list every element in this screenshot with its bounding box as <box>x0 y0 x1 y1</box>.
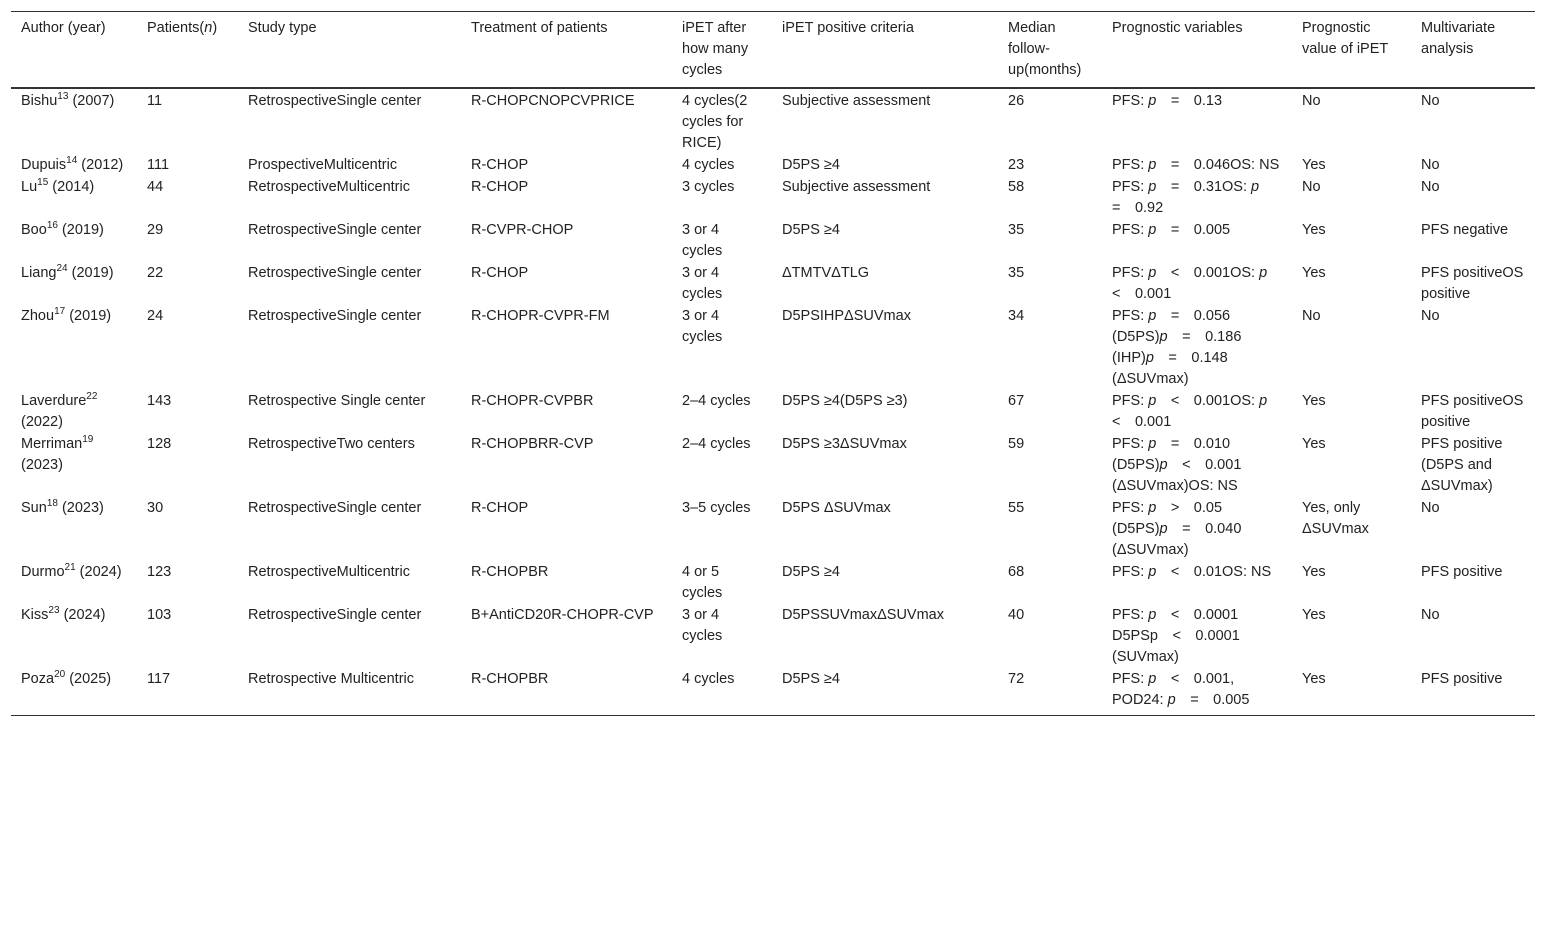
prognostic-variables-cell: PFS: p < 0.01OS: NS <box>1112 564 1272 580</box>
reference-number: 18 <box>46 498 58 510</box>
criteria-cell: D5PS ≥4(D5PS ≥3) <box>782 393 908 409</box>
column-header: Patients(n) <box>147 20 218 36</box>
study-type-cell: RetrospectiveSingle center <box>248 93 422 109</box>
multivariate-cell: No <box>1421 179 1440 195</box>
author-cell: Poza$^{20}$ (2025) <box>21 669 112 687</box>
patients-cell: 111 <box>147 157 170 173</box>
table-row <box>11 305 1535 390</box>
criteria-cell: D5PS ≥3ΔSUVmax <box>782 436 907 452</box>
followup-cell: 35 <box>1008 265 1025 281</box>
table-header-row <box>11 12 1535 89</box>
followup-cell: 72 <box>1008 671 1025 687</box>
multivariate-cell: PFS negative <box>1421 222 1509 238</box>
prognostic-value-cell: Yes <box>1302 157 1326 173</box>
cycles-cell: 4 cycles(2 cycles for RICE) <box>682 93 748 151</box>
patients-cell: 143 <box>147 393 172 409</box>
followup-cell: 68 <box>1008 564 1025 580</box>
criteria-cell: Subjective assessment <box>782 179 931 195</box>
multivariate-cell: No <box>1421 500 1440 516</box>
multivariate-cell: PFS positiveOS positive <box>1421 265 1524 302</box>
study-type-cell: RetrospectiveSingle center <box>248 607 422 623</box>
patients-cell: 11 <box>147 93 163 109</box>
cycles-cell: 3 or 4 cycles <box>682 222 723 259</box>
patients-cell: 123 <box>147 564 172 580</box>
patients-cell: 30 <box>147 500 164 516</box>
followup-cell: 55 <box>1008 500 1025 516</box>
study-type-cell: Retrospective Single center <box>248 393 426 409</box>
study-type-cell: RetrospectiveSingle center <box>248 265 422 281</box>
followup-cell: 67 <box>1008 393 1025 409</box>
followup-cell: 34 <box>1008 308 1025 324</box>
cycles-cell: 4 cycles <box>682 157 735 173</box>
study-type-cell: Retrospective Multicentric <box>248 671 414 687</box>
treatment-cell: R-CHOP <box>471 500 529 516</box>
prognostic-value-cell: No <box>1302 93 1321 109</box>
author-cell: Merriman$^{19}$ (2023) <box>21 434 94 473</box>
author-cell: Kiss$^{23}$ (2024) <box>21 605 106 623</box>
cycles-cell: 2–4 cycles <box>682 436 751 452</box>
followup-cell: 40 <box>1008 607 1025 623</box>
patients-cell: 24 <box>147 308 164 324</box>
prognostic-variables-cell: PFS: p = 0.056 (D5PS)p = 0.186 (IHP)p = 0.148 (ΔSUVmax) <box>1112 308 1246 387</box>
table-row <box>11 390 1535 433</box>
prognostic-variables-cell: PFS: p < 0.0001 D5PSp < 0.0001 (SUVmax) <box>1112 607 1244 665</box>
patients-cell: 44 <box>147 179 164 195</box>
prognostic-variables-cell: PFS: p = 0.005 <box>1112 222 1231 238</box>
prognostic-variables-cell: PFS: p = 0.13 <box>1112 93 1223 109</box>
criteria-cell: D5PSSUVmaxΔSUVmax <box>782 607 944 623</box>
table-row <box>11 219 1535 262</box>
criteria-cell: D5PS ≥4 <box>782 157 840 173</box>
column-header: Treatment of patients <box>471 20 608 36</box>
treatment-cell: R-CHOPCNOPCVPRICE <box>471 93 635 109</box>
column-header: iPET after how many cycles <box>682 20 749 78</box>
reference-number: 23 <box>48 605 60 617</box>
column-header: iPET positive criteria <box>782 20 914 36</box>
followup-cell: 58 <box>1008 179 1025 195</box>
prognostic-value-cell: Yes <box>1302 564 1326 580</box>
ipet-studies-table <box>11 11 1535 716</box>
author-cell: Lu$^{15}$ (2014) <box>21 177 95 195</box>
study-type-cell: RetrospectiveSingle center <box>248 222 422 238</box>
author-cell: Zhou$^{17}$ (2019) <box>21 306 112 324</box>
cycles-cell: 3 or 4 cycles <box>682 308 723 345</box>
multivariate-cell: PFS positive <box>1421 671 1503 687</box>
prognostic-variables-cell: PFS: p = 0.31OS: p = 0.92 <box>1112 179 1274 216</box>
followup-cell: 23 <box>1008 157 1025 173</box>
column-header: Prognostic value of iPET <box>1302 20 1389 57</box>
prognostic-variables-cell: PFS: p < 0.001, POD24: p = 0.005 <box>1112 671 1250 708</box>
criteria-cell: Subjective assessment <box>782 93 931 109</box>
cycles-cell: 3–5 cycles <box>682 500 751 516</box>
patients-cell: 22 <box>147 265 164 281</box>
prognostic-variables-cell: PFS: p = 0.010 (D5PS)p < 0.001 (ΔSUVmax)OS: NS <box>1112 436 1246 494</box>
column-header: Study type <box>248 20 317 36</box>
multivariate-cell: No <box>1421 93 1440 109</box>
treatment-cell: R-CHOPBR <box>471 671 549 687</box>
prognostic-variables-cell: PFS: p < 0.001OS: p < 0.001 <box>1112 393 1282 430</box>
prognostic-variables-cell: PFS: p < 0.001OS: p < 0.001 <box>1112 265 1282 302</box>
multivariate-cell: PFS positiveOS positive <box>1421 393 1524 430</box>
criteria-cell: D5PS ≥4 <box>782 222 840 238</box>
cycles-cell: 3 or 4 cycles <box>682 607 723 644</box>
cycles-cell: 3 cycles <box>682 179 735 195</box>
table-row <box>11 561 1535 604</box>
cycles-cell: 3 or 4 cycles <box>682 265 723 302</box>
prognostic-variables-cell: PFS: p > 0.05 (D5PS)p = 0.040 (ΔSUVmax) <box>1112 500 1246 558</box>
reference-number: 17 <box>54 306 66 318</box>
treatment-cell: B+AntiCD20R-CHOPR-CVP <box>471 607 654 623</box>
prognostic-value-cell: Yes <box>1302 671 1326 687</box>
multivariate-cell: No <box>1421 607 1440 623</box>
cycles-cell: 2–4 cycles <box>682 393 751 409</box>
cycles-cell: 4 or 5 cycles <box>682 564 723 601</box>
prognostic-value-cell: No <box>1302 308 1321 324</box>
study-type-cell: RetrospectiveTwo centers <box>248 436 415 452</box>
criteria-cell: D5PSIHPΔSUVmax <box>782 308 911 324</box>
treatment-cell: R-CHOPBR <box>471 564 549 580</box>
reference-number: 15 <box>37 177 49 189</box>
table-row <box>11 154 1535 176</box>
followup-cell: 35 <box>1008 222 1025 238</box>
column-header: Prognostic variables <box>1112 20 1243 36</box>
treatment-cell: R-CHOPR-CVPR-FM <box>471 308 610 324</box>
patients-cell: 117 <box>147 671 171 687</box>
study-type-cell: RetrospectiveMulticentric <box>248 564 410 580</box>
reference-number: 21 <box>64 562 76 574</box>
criteria-cell: D5PS ΔSUVmax <box>782 500 891 516</box>
table-body <box>11 88 1535 716</box>
cycles-cell: 4 cycles <box>682 671 735 687</box>
study-type-cell: RetrospectiveMulticentric <box>248 179 410 195</box>
table-row <box>11 604 1535 668</box>
treatment-cell: R-CHOPBRR-CVP <box>471 436 594 452</box>
study-type-cell: RetrospectiveSingle center <box>248 500 422 516</box>
prognostic-value-cell: Yes <box>1302 607 1326 623</box>
author-cell: Sun$^{18}$ (2023) <box>21 498 104 516</box>
criteria-cell: ΔTMTVΔTLG <box>782 265 870 281</box>
author-cell: Liang$^{24}$ (2019) <box>21 263 114 281</box>
multivariate-cell: PFS positive (D5PS and ΔSUVmax) <box>1421 436 1503 494</box>
prognostic-variables-cell: PFS: p = 0.046OS: NS <box>1112 157 1280 173</box>
patients-cell: 29 <box>147 222 164 238</box>
reference-number: 14 <box>66 155 78 167</box>
reference-number: 20 <box>54 669 66 681</box>
prognostic-value-cell: No <box>1302 179 1321 195</box>
prognostic-value-cell: Yes, only ΔSUVmax <box>1302 500 1369 537</box>
reference-number: 24 <box>56 263 68 275</box>
table-row <box>11 668 1535 716</box>
treatment-cell: R-CHOPR-CVPBR <box>471 393 594 409</box>
followup-cell: 59 <box>1008 436 1025 452</box>
treatment-cell: R-CHOP <box>471 265 529 281</box>
multivariate-cell: No <box>1421 157 1440 173</box>
treatment-cell: R-CHOP <box>471 157 529 173</box>
treatment-cell: R-CHOP <box>471 179 529 195</box>
column-header: Multivariate analysis <box>1421 20 1496 57</box>
patients-cell: 128 <box>147 436 172 452</box>
prognostic-value-cell: Yes <box>1302 265 1326 281</box>
column-header: Median follow-up(months) <box>1008 20 1082 78</box>
author-cell: Laverdure$^{22}$ (2022) <box>21 391 98 430</box>
prognostic-value-cell: Yes <box>1302 393 1326 409</box>
reference-number: 16 <box>46 220 58 232</box>
study-type-cell: ProspectiveMulticentric <box>248 157 398 173</box>
table-row <box>11 176 1535 219</box>
table-row <box>11 88 1535 154</box>
reference-number: 19 <box>82 434 94 446</box>
multivariate-cell: No <box>1421 308 1440 324</box>
prognostic-value-cell: Yes <box>1302 222 1326 238</box>
criteria-cell: D5PS ≥4 <box>782 671 840 687</box>
study-type-cell: RetrospectiveSingle center <box>248 308 422 324</box>
patients-cell: 103 <box>147 607 172 623</box>
prognostic-value-cell: Yes <box>1302 436 1326 452</box>
column-header: Author (year) <box>21 20 106 36</box>
followup-cell: 26 <box>1008 93 1025 109</box>
reference-number: 22 <box>86 391 98 403</box>
table-row <box>11 433 1535 497</box>
author-cell: Durmo$^{21}$ (2024) <box>21 562 122 580</box>
table-row <box>11 262 1535 305</box>
table-row <box>11 497 1535 561</box>
author-cell: Boo$^{16}$ (2019) <box>21 220 104 238</box>
author-cell: Dupuis$^{14}$ (2012) <box>21 155 124 173</box>
author-cell: Bishu$^{13}$ (2007) <box>21 91 115 109</box>
table-container <box>11 11 1535 716</box>
multivariate-cell: PFS positive <box>1421 564 1503 580</box>
reference-number: 13 <box>57 91 69 103</box>
treatment-cell: R-CVPR-CHOP <box>471 222 574 238</box>
criteria-cell: D5PS ≥4 <box>782 564 840 580</box>
